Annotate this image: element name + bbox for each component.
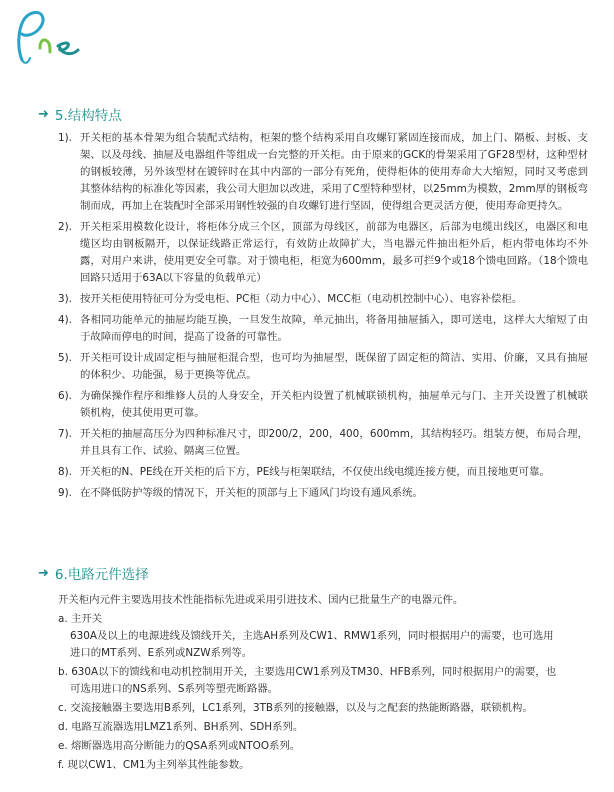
arrow-right-icon: ➜ <box>38 106 49 122</box>
section-5-list <box>58 130 588 506</box>
list-item: 4). 各相同功能单元的抽屉均能互换，一旦发生故障，单元抽出，将备用抽屉插入，即可送电，这样大大缩短了由于故障而停电的时间，提高了设备的可靠性。 <box>58 314 588 343</box>
subitem-b-line-1: b. 630A以下的馈线和电动机控制用开关，主要选用CW1系列及TM30、HFB系列，同时根据用户的需要，也 <box>58 666 557 678</box>
list-item: 8). 开关柜的N、PE线在开关柜的后下方，PE线与柜架联结，不仅使出线电缆连接方便，而且接地更可靠。 <box>58 466 550 478</box>
company-logo <box>8 6 92 70</box>
section-5-title: 5.结构特点 <box>54 108 122 124</box>
subitem-f: f. 现以CW1、CM1为主列举其性能参数。 <box>58 759 250 771</box>
subitem-e: e. 熔断器选用高分断能力的QSA系列或NTOO系列。 <box>58 740 301 752</box>
list-item: 9). 在不降低防护等级的情况下，开关柜的顶部与上下通风门均设有通风系统。 <box>58 487 423 499</box>
arrow-right-icon: ➜ <box>38 565 49 581</box>
section-6-intro: 开关柜内元件主要选用技术性能指标先进或采用引进技术、国内已批量生产的电器元件。 <box>58 594 464 606</box>
section-5-heading <box>38 104 122 124</box>
subitem-a-line-2: 进口的MT系列、E系列或NZW系列等。 <box>70 647 253 659</box>
section-6-title: 6.电路元件选择 <box>54 567 149 583</box>
subitem-d: d. 电路互流器选用LMZ1系列、BH系列、SDH系列。 <box>58 721 304 733</box>
list-item: 1). 开关柜的基本骨架为组合装配式结构，柜架的整个结构采用自攻螺钉紧固连接而成，加上门、隔板、封板、支架、以及母线、抽屉及电器组件等组成一台完整的开关柜。由于原来的GCK的骨架采用了GF28型材，这种型材的钢板较薄，另外该型材在镀锌时在其中内部的一部分有死角，使得柜体的使用寿命大大缩短，同时又考虑到其整体结构的标准化等因素，我公司大胆加以改进，采用了C型特种型材，以25mm为模数，2mm厚的钢板弯制而成，再加上在装配时全部采用钢性较强的自攻螺钉进行坚固，使得组合更灵活方便，使用寿命更持久。 <box>58 132 588 212</box>
list-item: 3). 按开关柜使用特征可分为受电柜、PC柜（动力中心）、MCC柜（电动机控制中心）、电容补偿柜。 <box>58 293 523 305</box>
section-6-body <box>58 592 598 774</box>
subitem-a-line-1: 630A及以上的电源进线及馈线开关，主选AH系列及CW1、RMW1系列，同时根据用户的需要，也可选用 <box>70 630 554 642</box>
subitem-c: c. 交流接触器主要选用B系列，LC1系列，3TB系列的接触器，以及与之配套的热能断路器，联锁机构。 <box>58 702 533 714</box>
section-6-heading <box>38 563 149 583</box>
list-item: 6). 为确保操作程序和维修人员的人身安全，开关柜内设置了机械联锁机构，抽屉单元与门、主开关设置了机械联锁机构，使其使用更可靠。 <box>58 390 588 419</box>
list-item: 7). 开关柜的抽屉高压分为四种标准尺寸，即200/2，200，400，600mm，其结构轻巧。组装方便，布局合理，并且具有工作、试验、隔离三位置。 <box>58 428 588 457</box>
subitem-b-line-2: 可选用进口的NS系列、S系列等塑壳断路器。 <box>70 683 278 695</box>
list-item: 5). 开关柜可设计成固定柜与抽屉柜混合型，也可均为抽屉型，既保留了固定柜的简洁、实用、价廉，又具有抽屉的体积少、功能强，易于更换等优点。 <box>58 352 588 381</box>
subitem-a-heading: a. 主开关 <box>58 613 103 625</box>
list-item: 2). 开关柜采用模数化设计，将柜体分成三个区，顶部为母线区，前部为电器区，后部为电缆出线区，电器区和电缆区均由钢板隔开，以保证线路正常运行，有效防止故障扩大，当电器元件抽出柜外后，柜内带电体均不外露，对用户来讲，使用更安全可靠。对于馈电柜，柜宽为600mm，最多可拦9个或18个馈电回路。（18个馈电回路只适用于63A以下容量的负载单元） <box>58 221 588 284</box>
